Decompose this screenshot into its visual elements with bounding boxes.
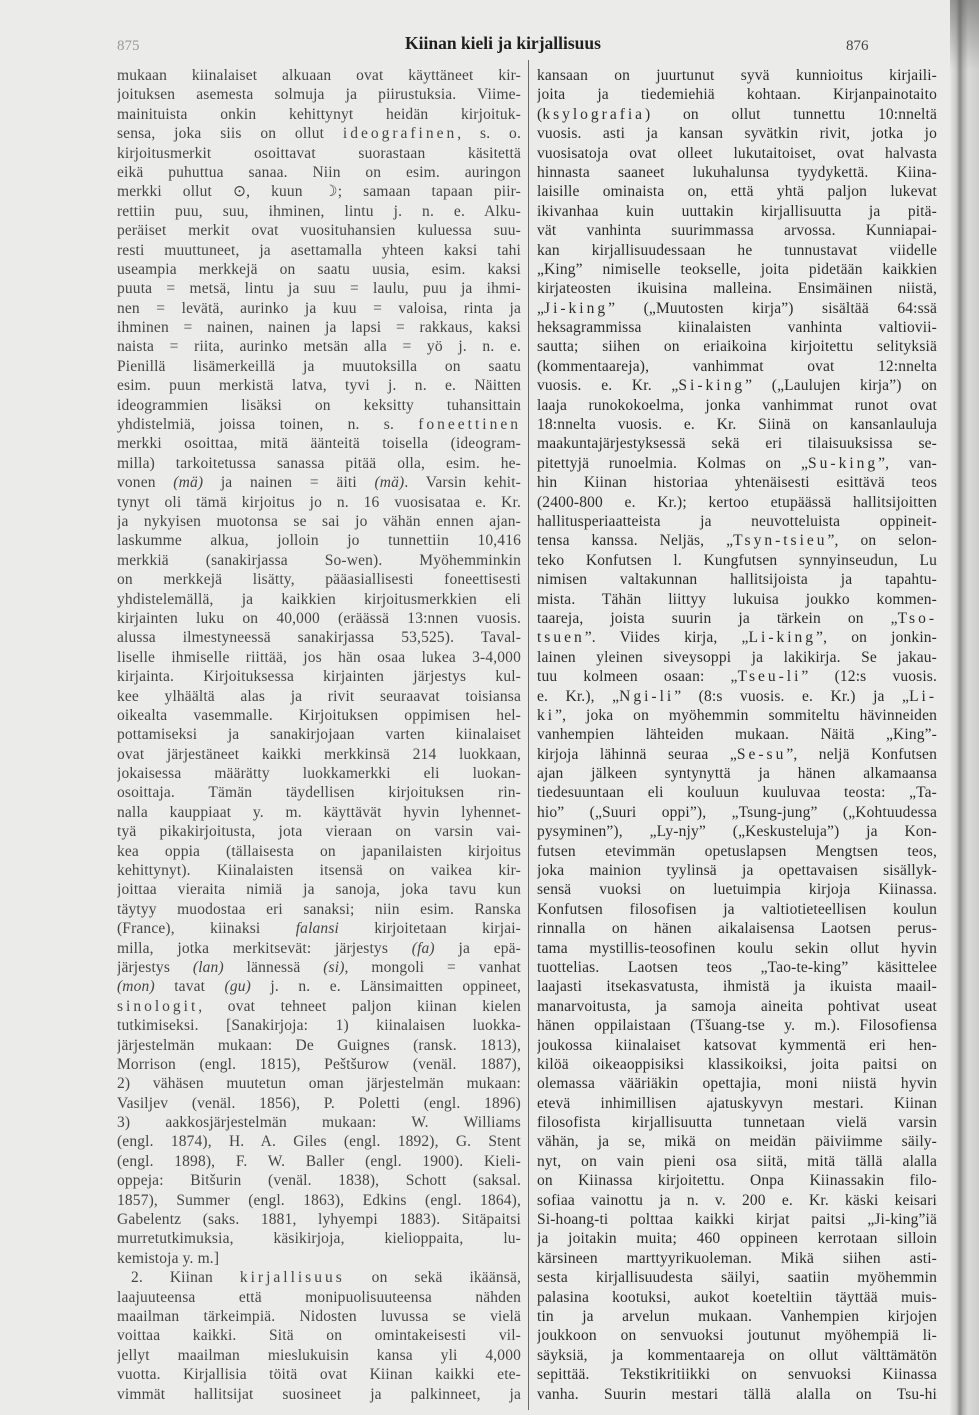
text-line: lainen yleinen siveysoppi ja lakikirja. Se jakau-: [537, 648, 937, 666]
text-line: laajasti itsekasvatusta, ihmistä ja ikuista maail-: [537, 978, 937, 996]
text-run: tuu kolmeen osaan: „: [537, 668, 738, 686]
italic-term: falansi: [295, 920, 339, 938]
text-line: [537, 687, 937, 706]
text-line: 18:nnelta vuosis. e. Kr. Siinä on kansanlauluja: [537, 416, 937, 434]
text-line: [537, 299, 937, 318]
text-line: mukaan kiinalaiset alkuaan ovat käyttäneet kir-: [117, 67, 521, 84]
text-line: mista. Tähän liittyy lukuisa joukko kommen-: [537, 590, 937, 608]
text-run: (France), kiinaksi: [117, 920, 296, 938]
text-run: ”. Viides kirja, „: [584, 629, 749, 647]
text-line: tiedesuuntaan eli kouluun kuuluvaa teosta: „Ta-: [537, 784, 937, 802]
text-line: tynyt oli tämä kirjoitus jo n. 16 vuosisataa e. Kr.: [117, 493, 521, 511]
text-line: ja nykyisen muotonsa se sai jo vähän ennen ajan-: [117, 512, 521, 530]
text-line: täytyy muodostaa eri sanaksi; niin esim. Ranska: [117, 900, 521, 918]
text-run: vuosis. e. Kr. „: [537, 377, 679, 395]
text-run: ) on ollut tunnettu 10:nneltä: [645, 105, 937, 123]
text-line: alussa ilmestyneessä sanakirjassa 53,525). Taval-: [117, 629, 521, 647]
text-run: kirjoja lähinnä seuraa „: [537, 745, 737, 763]
text-line: ovat järjestäneet kaikki merkkinsä 214 luokkaan,: [117, 745, 521, 763]
running-title: Kiinan kieli ja kirjallisuus: [405, 33, 601, 53]
text-line: jokaisessa määrätty luokkamerkki eli luokan-: [117, 765, 521, 783]
text-line: nyt, on vain pieni osa siitä, mitä tällä alalla: [537, 1152, 937, 1170]
text-line: laskumme alkua, jolloin jo tunnettiin 10,416: [117, 532, 521, 550]
text-line: kansaan on juurtunut syvä kunnioitus kirjaili-: [537, 67, 937, 84]
text-run: tensa kanssa. Neljäs, „: [537, 532, 734, 550]
text-line: hio” („Suuri oppi”), „Tsung-jung” („Kohtuudessa: [537, 803, 937, 821]
text-run: „: [537, 299, 545, 317]
text-run: j. n. e. Länsimaitten oppineet,: [250, 978, 521, 996]
spaced-emphasis: ksylografia: [542, 105, 646, 123]
text-run: milla, jotka merkitsevät: järjestys: [117, 939, 412, 957]
text-line: manarvoitusta, ja samoja aineita pohtivat useat: [537, 997, 937, 1015]
text-run: 2. Kiinan: [131, 1269, 240, 1287]
text-line: (engl. 1898), F. W. Baller (engl. 1900). Kieli-: [117, 1152, 521, 1170]
text-line: laisille ominaista on, että yhtä paljon lukevat: [537, 183, 937, 201]
text-line: Konfutsen filosofisen ja valtiotieteellisen koulun: [537, 900, 937, 918]
text-run: ja nainen = äiti: [203, 474, 375, 492]
text-line: [117, 919, 521, 938]
text-line: [117, 977, 521, 996]
text-line: kirjateosten ikuisina malleina. Ensimäinen niistä,: [537, 280, 937, 298]
text-line: maakuntajärjestyksessä sekä eri tilaisuuksissa se-: [537, 435, 937, 453]
text-line: [537, 105, 937, 124]
text-line: puuta = metsä, lintu ja suu = laulu, puu ja ihmi-: [117, 280, 521, 298]
spaced-emphasis: Li-king: [748, 629, 817, 647]
left-column: [117, 66, 521, 1404]
text-run: . Varsin kehit-: [404, 474, 521, 492]
text-line: laaja runokokoelma, jonka vanhimmat runot ovat: [537, 396, 937, 414]
text-line: sofiaa vainottu ja n. v. 200 e. Kr. käski keisari: [537, 1191, 937, 1209]
text-line: nen = levätä, aurinko ja kuu = valoisa, rinta ja: [117, 299, 521, 317]
spaced-emphasis: Si-king: [678, 377, 746, 395]
text-run: , mongoli = vanhat: [344, 958, 521, 976]
text-line: useampia merkkejä on saatu uusia, esim. kaksi: [117, 260, 521, 278]
text-run: ”, joka on myöhemmin sommiteltu hävinneiden: [555, 706, 937, 724]
text-line: rettiin puu, suu, ihminen, lintu j. n. e. Alku-: [117, 202, 521, 220]
text-line: [117, 415, 521, 434]
spaced-emphasis: Tseu-li: [737, 668, 802, 686]
text-line: sesta kirjallisuudesta säilyi, saatiin myöhemmin: [537, 1269, 937, 1287]
spaced-emphasis: tsuen: [537, 629, 585, 647]
text-line: filosofista kirjallisuutta tunnetaan vielä varsin: [537, 1114, 937, 1132]
italic-term: (mä): [374, 474, 405, 492]
text-line: joukossa kiinalaiset katsovat kymmentä eri hen-: [537, 1036, 937, 1054]
spaced-emphasis: Ji-king: [544, 299, 609, 317]
spaced-emphasis: Li-: [909, 687, 937, 705]
text-line: on merkkejä lisätty, pääasiallisesti foneettisesti: [117, 571, 521, 589]
text-line: ihminen = nainen, nainen ja lapsi = rakkaus, kaksi: [117, 319, 521, 337]
scan-edge-shadow: [950, 0, 979, 70]
text-line: Vasiljev (venäl. 1856), P. Poletti (engl. 1896): [117, 1094, 521, 1112]
text-line: naista = riita, aurinko metsän alla = yö j. n. e.: [117, 338, 521, 356]
text-line: [537, 667, 937, 686]
text-line: olemassa vääriäkin opettajia, moni niistä hyvin: [537, 1075, 937, 1093]
text-line: [117, 958, 521, 977]
text-line: 1857), Summer (engl. 1863), Edkins (engl. 1864),: [117, 1191, 521, 1209]
spaced-emphasis: Tso-: [897, 609, 937, 627]
text-run: yhdistelmiä, joissa toinen, n. s.: [117, 416, 419, 434]
text-line: vuosisatoja ovat olleet lukutaitoiset, ovat halvasta: [537, 144, 937, 162]
page-number-left: 875: [117, 38, 140, 54]
text-line: joittaa vieraita nimiä ja sanoja, joka tavu kun: [117, 881, 521, 899]
text-line: jellyt maailman mieslukuisin kansa yli 4,000: [117, 1346, 521, 1364]
text-line: oppeja: Bitšurin (venäl. 1838), Schott (saksal.: [117, 1172, 521, 1190]
text-line: joita ja tiedemiehiä kohtaan. Kirjanpainotaito: [537, 86, 937, 104]
text-line: vimmät hallitsijat suosineet ja palkinneet, ja: [117, 1385, 521, 1403]
text-run: ” („Laulujen kirja”) on: [745, 377, 937, 395]
text-line: vähän, ja se, mikä on meidän päiviimme säily-: [537, 1133, 937, 1151]
text-line: kirjainten luku on 40,000 (eräässä 13:nnen vuosis.: [117, 609, 521, 627]
text-line: Pienillä lisämerkeillä ja muutoksilla on saatu: [117, 357, 521, 375]
italic-term: (fa): [411, 939, 435, 957]
text-line: hinnasta saaneet lukuhalunsa tyydykettä. Kiina-: [537, 163, 937, 181]
text-line: mainituista onkin kehittynyt heidän kirjoituk-: [117, 105, 521, 123]
text-line: [537, 745, 937, 764]
text-line: heksagrammissa kiinalaisten vanhinta valtiovii-: [537, 319, 937, 337]
text-line: voittaa kaikki. Sitä on omintakeisesti vil-: [117, 1327, 521, 1345]
text-line: kan kirjallisuudessaan he tunnustavat viidelle: [537, 241, 937, 259]
text-line: vät vanhinta suurimmassa arvossa. Kunniapai-: [537, 222, 937, 240]
text-run: pitettyjä runoelmia. Kolmas on „: [537, 454, 809, 472]
text-line: maailman tärkeimpiä. Nidosten luvussa se vielä: [117, 1308, 521, 1325]
text-run: ” (8:s vuosis. e. Kr.) ja „: [674, 687, 910, 705]
spaced-emphasis: Ngi-li: [619, 687, 675, 705]
text-line: merkkiä (sanakirjassa So-wen). Myöhemminkin: [117, 551, 521, 569]
text-line: [537, 628, 937, 647]
text-line: (engl. 1874), H. A. Giles (engl. 1892), G. Stent: [117, 1133, 521, 1151]
text-run: ”, on jonkin-: [816, 629, 937, 647]
spaced-emphasis: kirjallisuus: [239, 1269, 345, 1287]
text-run: lännessä: [223, 958, 324, 976]
text-line: futsen etevimmän opetuslapsen Mengtsen teos,: [537, 842, 937, 860]
text-line: teko Konfutsen l. Kungfutsen synnyinseudun, Lu: [537, 551, 937, 569]
text-run: taareja, joista suurin ja tärkein on „: [537, 609, 898, 627]
text-line: [537, 376, 937, 395]
text-run: on sekä ikäänsä,: [344, 1269, 521, 1287]
italic-term: (mon): [117, 978, 155, 996]
text-run: (: [537, 105, 543, 123]
text-line: kee ylhäältä alas ja rivit seuraavat toisiansa: [117, 687, 521, 705]
italic-term: (mä): [173, 474, 204, 492]
text-line: Si-hoang-ti polttaa kaikki kirjat paitsi „Ji-king”iä: [537, 1211, 937, 1229]
italic-term: (gu): [224, 978, 251, 996]
text-line: kehittynyt). Kiinalaisten itsensä on vaikea kir-: [117, 862, 521, 880]
text-run: tavat: [154, 978, 225, 996]
text-line: järjestelmän mukaan: De Guignes (ransk. 1813),: [117, 1036, 521, 1054]
text-line: vuotta. Kirjallisia töitä ovat Kiinan kaikki ete-: [117, 1366, 521, 1384]
text-line: kilöä oikeaoppisiksi klassikoiksi, joita paitsi on: [537, 1055, 937, 1073]
text-line: nimisen valtakunnan hallitsijoista ja tapahtu-: [537, 571, 937, 589]
text-line: joka mainion tyylinsä ja opettavaisen sisällyk-: [537, 862, 937, 880]
text-line: [537, 706, 937, 725]
text-line: „King” nimiselle teokselle, joita pidetään kaikkien: [537, 260, 937, 278]
page-number-right: 876: [846, 38, 869, 54]
text-line: Gabelentz (saks. 1881, lyhyempi 1883). Sitäpaitsi: [117, 1211, 521, 1229]
text-line: tuottelias. Laotsen teos „Tao-te-king” käsittelee: [537, 958, 937, 976]
text-run: kirjoitetaan kirjai-: [338, 920, 521, 938]
text-line: on Kiinassa kirjoitettu. Onpa Kiinassakin filo-: [537, 1172, 937, 1190]
text-run: sensa, joka siis on ollut: [117, 125, 343, 143]
text-line: pysyminen”), „Ly-njy” („Keskusteluja”) ja Kon-: [537, 823, 937, 841]
text-line: [537, 609, 937, 628]
text-line: [117, 124, 521, 143]
text-line: pottamiseksi ja sanakirjojaan varten kiinalaiset: [117, 726, 521, 744]
text-run: ”, van-: [878, 454, 937, 472]
text-line: hin Kiinan historiaa yhtenäisesti esittävä teos: [537, 474, 937, 492]
text-run: ja epä-: [434, 939, 521, 957]
text-line: rinnalla on hänen aikalaisensa Laotsen perus-: [537, 920, 937, 938]
text-line: joituksen asemesta solmuja ja piirustuksia. Viime-: [117, 86, 521, 104]
text-line: milla) tarkoitetussa sanassa pitää olla, esim. he-: [117, 454, 521, 472]
text-line: resti muuttuneet, ja asettamalla yhteen kaksi tahi: [117, 241, 521, 259]
text-line: esim. puun merkistä latva, tyvi j. n. e. Näitten: [117, 377, 521, 395]
text-line: hallitusperiaatteista ja neuvotteluista oppineit-: [537, 512, 937, 530]
spaced-emphasis: foneettinen: [418, 416, 521, 434]
text-line: [117, 1268, 521, 1287]
text-line: hänen oppilaistaan (Tšuang-tse y. m.). Filosofiensa: [537, 1017, 937, 1035]
text-run: ” (12:s vuosis.: [801, 668, 937, 686]
italic-term: (lan): [192, 958, 224, 976]
text-line: (2400-800 e. Kr.); kertoo etupäässä hallitsijoitten: [537, 493, 937, 511]
scan-edge: [950, 0, 979, 1415]
text-line: [537, 454, 937, 473]
spaced-emphasis: Tsyn-tsieu: [733, 532, 828, 550]
text-line: nalla kauppiaat y. m. käyttävät hyvin lyhennet-: [117, 803, 521, 821]
text-line: tama mystillis-teosofinen koulu sekin ollut hyvin: [537, 939, 937, 957]
spaced-emphasis: sinologit: [117, 997, 199, 1015]
text-line: [117, 997, 521, 1016]
text-line: säyksiä, ja kommentaareja on ollut välttämätön: [537, 1346, 937, 1364]
text-line: vanhempien lähteiden mukaan. Näitä „King”-: [537, 726, 937, 744]
text-line: kirjoitusmerkit osoittavat suorastaan käsitettä: [117, 144, 521, 162]
text-line: joukkoon on senvuoksi joutunut myöhempiä li-: [537, 1327, 937, 1345]
text-line: sautta; siihen on eriaikoina kirjoitettu selityksiä: [537, 338, 937, 356]
text-line: vuosis. asti ja kansan syvätkin rivit, jotka jo: [537, 125, 937, 143]
spaced-emphasis: ki: [537, 706, 556, 724]
text-line: sensä vuoksi on luetuimpia kirjoja Kiinassa.: [537, 881, 937, 899]
text-line: yhdistelemällä, ja kaikkien kirjoitusmerkkien eli: [117, 590, 521, 608]
text-line: sepittää. Tekstikritiikki on senvuoksi Kiinassa: [537, 1366, 937, 1384]
spaced-emphasis: Se-su: [736, 745, 787, 763]
text-line: etevä inhimillisen ajatuskyvyn mestari. Kiinan: [537, 1094, 937, 1112]
text-line: tutkimiseksi. [Sanakirjoja: 1) kiinalaisen luokka-: [117, 1017, 521, 1035]
text-line: ajan jälkeen syntynyttä ja hänen alkamaansa: [537, 765, 937, 783]
text-line: 2) vähäsen muutetun oman järjestelmän mukaan:: [117, 1075, 521, 1093]
spaced-emphasis: ideografinen: [342, 125, 458, 143]
text-line: tin ja arvelun mukaan. Vanhempien kirjojen: [537, 1308, 937, 1325]
text-run: vonen: [117, 474, 174, 492]
text-run: ”, on selon-: [827, 532, 937, 550]
text-line: kea oppia (tällaisesta on japanilaisten kirjoitus: [117, 842, 521, 860]
text-line: tyä pikakirjoitusta, jota vieraan on varsin vai-: [117, 823, 521, 841]
text-line: 3) aakkosjärjestelmän mukaan: W. Williams: [117, 1114, 521, 1132]
text-line: [117, 473, 521, 492]
text-line: eikä puhuttua sanaa. Niin on esim. auringon: [117, 163, 521, 181]
right-column: [537, 66, 937, 1404]
text-line: osoittaja. Tämän täydellisen kirjoituksen rin-: [117, 784, 521, 802]
text-run: , ovat tehneet paljon kiinan kielen: [198, 997, 521, 1015]
text-run: e. Kr.), „: [537, 687, 620, 705]
text-line: kemistoja y. m.]: [117, 1249, 220, 1267]
text-line: merkki osoittaa, mitä äänteitä toisella (ideogram-: [117, 435, 521, 453]
text-line: Morrison (engl. 1815), Peštšurow (venäl. 1887),: [117, 1055, 521, 1073]
text-line: palasina kootuksi, aukot koeteltiin täyttää muis-: [537, 1288, 937, 1306]
spaced-emphasis: Su-king: [808, 454, 879, 472]
text-line: ideogrammien lisäksi on keksitty tuhansittain: [117, 396, 521, 414]
text-line: ja joitakin muita; 460 oppineen kerrotaan silloin: [537, 1230, 937, 1248]
text-line: murretutkimuksia, käsikirjoja, kielioppaita, lu-: [117, 1230, 521, 1248]
text-line: [537, 531, 937, 550]
text-line: merkki ollut ⊙, kuun ☽; samaan tapaan piir-: [117, 183, 521, 201]
text-line: [117, 939, 521, 958]
text-line: peräiset merkit ovat vuosituhansien kuluessa suu-: [117, 222, 521, 240]
text-line: ikivanhaa kuin uuttakin kirjallisuutta ja pitä-: [537, 202, 937, 220]
text-run: , s. o.: [457, 125, 521, 143]
text-run: ”, neljä Konfutsen: [786, 745, 937, 763]
text-run: ” („Muutosten kirja”) sisältää 64:ssä: [608, 299, 937, 317]
text-line: vanha. Suurin mestari tällä alalla on Tsu-hi: [537, 1385, 937, 1403]
text-line: (kommentaareja), vanhimmat ovat 12:nnelta: [537, 357, 937, 375]
text-line: kärsineen marttyyrikuoleman. Mikä siihen asti-: [537, 1249, 937, 1267]
text-line: oikealta vasemmalle. Kirjoituksen oppimisen hel-: [117, 706, 521, 724]
text-run: järjestys: [117, 958, 193, 976]
column-divider: [528, 60, 529, 1410]
text-line: liselle ihmiselle riittää, jos hän osaa lukea 3-4,000: [117, 648, 521, 666]
italic-term: (si): [323, 958, 345, 976]
text-line: laajuuteensa että monipuolisuuteensa nähden: [117, 1288, 521, 1306]
text-line: kirjainta. Kirjoituksessa kirjainten järjestys kul-: [117, 668, 521, 686]
